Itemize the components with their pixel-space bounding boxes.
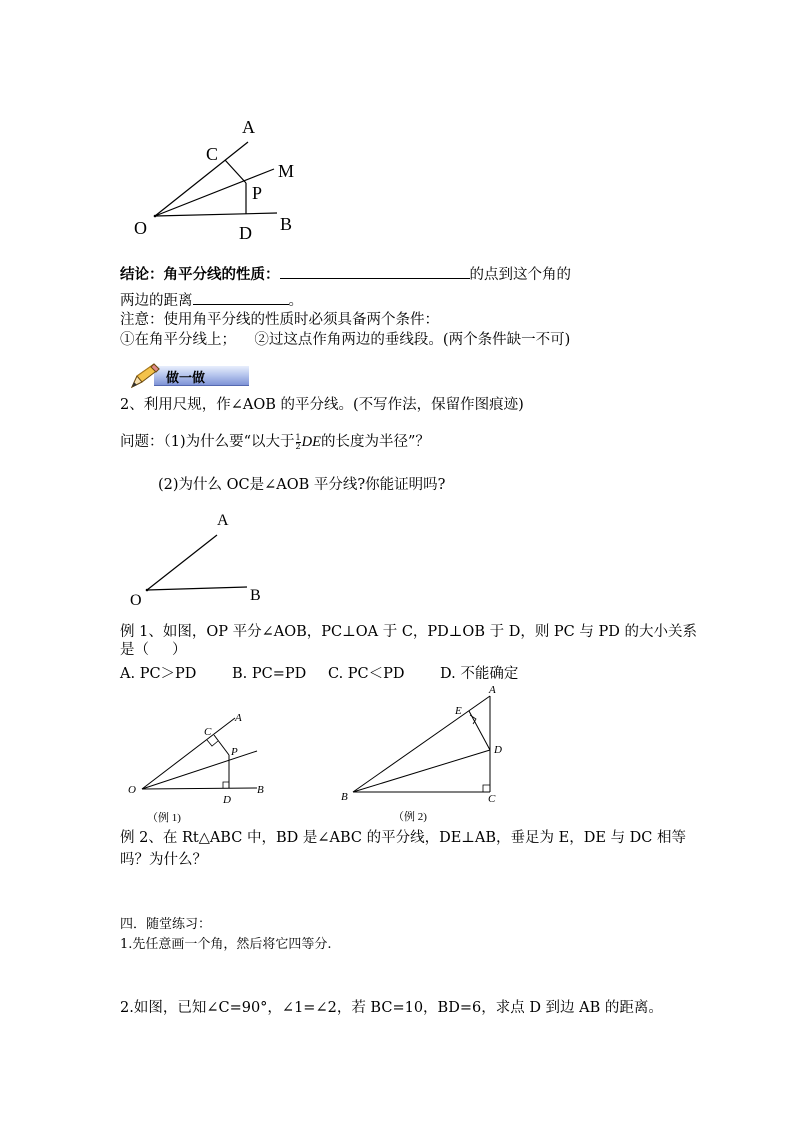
task2-question-1 (120, 432, 430, 452)
fig3-label-b: B (257, 784, 264, 796)
task2-text: 2、利用尺规，作∠AOB 的平分线。(不写作法，保留作图痕迹) (120, 397, 524, 413)
example1-line-2: 是（ ） (120, 642, 187, 658)
task2-question-2: (2)为什么 OC是∠AOB 平分线?你能证明吗? (158, 477, 446, 493)
conclusion-text-2: 两边的距离 (120, 293, 193, 309)
example2-line-1: 例 2、在 Rt△ABC 中，BD 是∠ABC 的平分线，DE⊥AB，垂足为 E，DE 与 DC 相等 (120, 830, 687, 846)
fig1-label-m: M (278, 161, 295, 181)
conclusion-line-2 (120, 290, 303, 311)
fig1-label-c: C (206, 144, 219, 164)
note-line: 注意：使用角平分线的性质时必须具备两个条件： (120, 312, 439, 328)
fig4-label-b: B (341, 791, 348, 803)
figure-angle-aob (125, 505, 275, 610)
q1-prefix: 问题：（1)为什么要“以大于 (120, 434, 295, 450)
practice-q1: 1.先任意画一个角，然后将它四等分. (120, 937, 332, 952)
option-c[interactable]: C. PC＜PD (328, 666, 405, 682)
frac-den: 2 (295, 441, 301, 451)
pencil-icon (128, 362, 162, 390)
figure-example-2 (335, 682, 515, 827)
conclusion-blank-1[interactable] (280, 264, 470, 279)
fig1-label-p: P (252, 183, 263, 203)
fig3-caption: （例 1) (147, 812, 181, 824)
figure-angle-bisector (125, 110, 315, 245)
fraction-half (296, 434, 301, 451)
practice-title: 四．随堂练习： (120, 917, 212, 932)
conclusion-label: 结论：角平分线的性质： (120, 266, 280, 283)
fig4-label-a: A (489, 684, 496, 696)
activity-badge (128, 362, 250, 390)
fig3-label-c: C (204, 726, 212, 738)
figure-example-1 (125, 705, 275, 825)
fig1-label-d: D (239, 223, 252, 243)
option-b[interactable]: B. PC=PD (232, 666, 307, 682)
q1-suffix: 的长度为半径”？ (320, 434, 430, 450)
fig1-label-a: A (242, 117, 255, 137)
fig3-label-d: D (223, 794, 231, 806)
fig2-label-a: A (217, 512, 229, 529)
badge-label: 做一做 (166, 371, 206, 386)
fig1-label-b: B (280, 214, 293, 234)
conclusion-text-3: 。 (288, 293, 303, 309)
option-d[interactable]: D. 不能确定 (440, 666, 519, 682)
conclusion-text-1: 的点到这个角的 (469, 267, 571, 283)
example2-line-2: 吗？为什么？ (120, 852, 207, 868)
conditions-line: ①在角平分线上； ②过这点作角两边的垂线段。(两个条件缺一不可) (120, 332, 571, 348)
fig1-label-o: O (134, 218, 147, 238)
example1-line-1: 例 1、如图，OP 平分∠AOB，PC⊥OA 于 C，PD⊥OB 于 D，则 PC 与 PD 的大小关系 (120, 624, 697, 640)
fig4-label-c: C (488, 793, 496, 805)
fig2-label-o: O (130, 592, 142, 609)
frac-num: 1 (295, 432, 301, 442)
fig2-label-b: B (250, 587, 261, 604)
fig3-label-p: P (231, 746, 238, 758)
fig3-label-o: O (128, 784, 136, 796)
fig4-caption: （例 2) (393, 811, 427, 823)
conclusion-line-1 (120, 264, 571, 285)
q1-de: DE (301, 434, 321, 450)
fig4-label-e: E (455, 705, 462, 717)
conclusion-blank-2[interactable] (193, 290, 289, 305)
option-a[interactable]: A. PC＞PD (120, 666, 197, 682)
practice-q2: 2.如图，已知∠C=90°，∠1=∠2，若 BC=10，BD=6，求点 D 到边 AB 的距离。 (120, 1000, 663, 1016)
fig3-label-a: A (235, 712, 242, 724)
fig4-label-d: D (494, 744, 502, 756)
